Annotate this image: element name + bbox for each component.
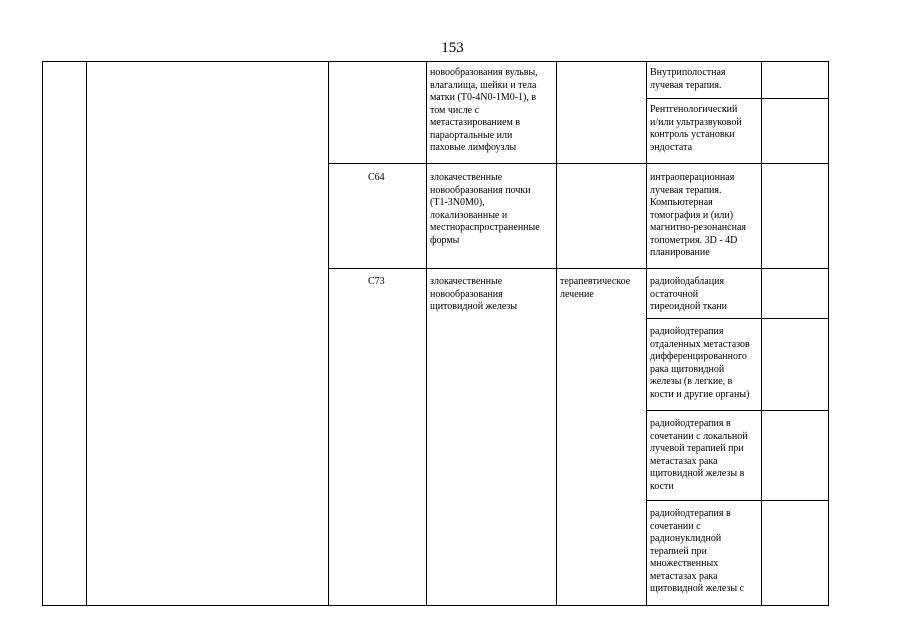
text-line: паховые лимфоузлы <box>430 142 517 153</box>
text-line: радиойодтерапия <box>650 326 724 337</box>
text-line: местнораспространенные <box>430 222 540 233</box>
text-line: томография и (или) <box>650 209 734 221</box>
table-border-right <box>828 61 829 606</box>
text-line: топометрия. 3D - 4D <box>650 234 738 246</box>
column-divider <box>86 61 87 606</box>
text-line: новообразования <box>430 288 503 300</box>
text-line: новообразования вульвы, <box>430 67 538 78</box>
text-line: сочетании с локальной <box>650 430 748 442</box>
text-line: контроль установки <box>650 129 735 140</box>
column-divider <box>646 61 647 606</box>
text-line: том числе с <box>430 104 480 116</box>
text-line: щитовидной железы в <box>650 468 745 479</box>
text-line: (T1-3N0M0), <box>430 197 485 208</box>
diagnosis-code: C64 <box>368 172 385 183</box>
column-divider <box>556 61 557 606</box>
text-line: эндостата <box>650 141 693 153</box>
method-cell <box>650 104 742 154</box>
text-line: планирование <box>650 247 710 258</box>
disease-cell <box>430 172 540 247</box>
row-divider <box>328 268 829 269</box>
table-border-top <box>42 61 829 62</box>
text-line: злокачественные <box>430 276 503 287</box>
text-line: щитовидной железы <box>430 301 518 312</box>
column-divider <box>761 61 762 606</box>
column-divider <box>426 61 427 606</box>
text-line: множественных <box>650 558 719 569</box>
method-cell <box>650 508 744 596</box>
method-cell <box>650 172 746 260</box>
text-line: метастазах рака <box>650 455 718 467</box>
disease-cell <box>430 67 538 155</box>
text-line: терапевтическое <box>560 276 631 287</box>
text-line: сочетании с <box>650 520 701 532</box>
text-line: дифференцированного <box>650 351 747 362</box>
text-line: метастазах рака <box>650 570 718 582</box>
text-line: метастазированием в <box>430 117 521 128</box>
text-line: локализованные и <box>430 209 508 221</box>
text-line: радионуклидной <box>650 533 722 544</box>
table-border-bottom <box>42 605 829 606</box>
text-line: магнитно-резонансная <box>650 222 746 233</box>
row-divider <box>646 500 829 501</box>
method-cell <box>650 418 748 493</box>
text-line: Внутриполостная <box>650 67 726 78</box>
table-border-left <box>42 61 43 606</box>
text-line: кости и другие органы) <box>650 388 750 400</box>
text-line: параортальные или <box>430 129 513 141</box>
diagnosis-code: C73 <box>368 276 385 287</box>
text-line: влагалища, шейки и тела <box>430 79 537 91</box>
text-line: кости <box>650 480 674 492</box>
text-line: злокачественные <box>430 172 503 183</box>
method-cell <box>650 67 726 92</box>
method-cell <box>650 326 750 401</box>
page-number: 153 <box>441 40 464 56</box>
text-line: терапией при <box>650 545 707 557</box>
row-divider <box>646 98 829 99</box>
text-line: интраоперационная <box>650 172 735 183</box>
text-line: радиойодтерапия в <box>650 418 731 429</box>
text-line: и/или ультразвуковой <box>650 116 742 128</box>
method-cell <box>650 276 727 314</box>
text-line: Рентгенологический <box>650 104 738 115</box>
text-line: рака щитовидной <box>650 363 725 375</box>
text-line: новообразования почки <box>430 184 531 196</box>
row-divider <box>646 318 829 319</box>
text-line: тиреоидной ткани <box>650 301 728 312</box>
text-line: лучевая терапия. <box>650 79 722 91</box>
text-line: формы <box>430 234 460 246</box>
text-line: радиойодтерапия в <box>650 508 731 519</box>
text-line: Компьютерная <box>650 197 713 208</box>
disease-cell <box>430 276 517 314</box>
text-line: остаточной <box>650 288 699 300</box>
row-divider <box>328 163 829 164</box>
row-divider <box>646 410 829 411</box>
text-line: лечение <box>560 288 594 300</box>
text-line: железы (в легкие, в <box>650 376 733 387</box>
text-line: радиойодаблация <box>650 276 725 287</box>
treatment-type-cell <box>560 276 630 301</box>
text-line: матки (T0-4N0-1M0-1), в <box>430 92 537 103</box>
text-line: лучевой терапией при <box>650 443 744 454</box>
column-divider <box>328 61 329 606</box>
text-line: отдаленных метастазов <box>650 338 750 350</box>
text-line: щитовидной железы с <box>650 583 745 594</box>
text-line: лучевая терапия. <box>650 184 722 196</box>
